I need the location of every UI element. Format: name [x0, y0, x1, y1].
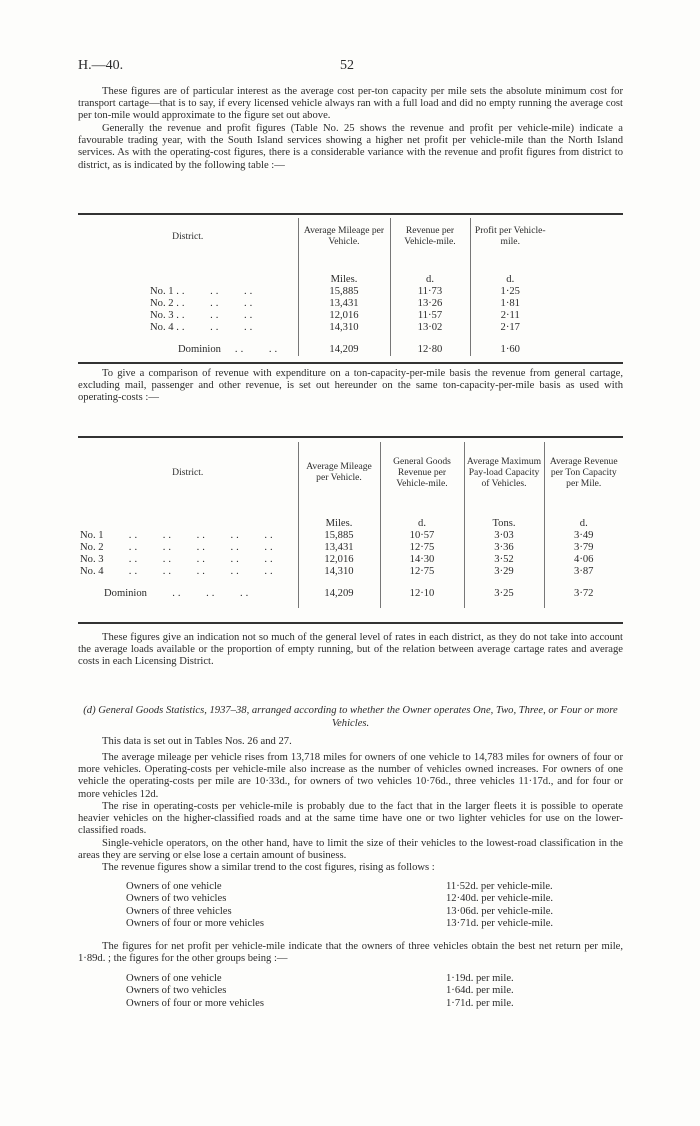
- cell-mileage: 15,885: [298, 530, 380, 542]
- paragraph-net-profit: The figures for net profit per vehicle-mile indicate that the owners of three vehicles obtain the best net return per mile, 1·89d. ; the figures for the other groups being :—: [78, 941, 623, 965]
- paragraph-revenue-profit: Generally the revenue and profit figures (Table No. 25 shows the revenue and profit per vehicle-mile) indicate a favourable trading year, with the South Island services showing a higher net profit per vehicle-mile than the North Island services. As with the operating-cost figures, there is a considerable variance with the revenue and profit figures from district to district, as is indicated by the following table :—: [78, 123, 623, 171]
- list-item-label: Owners of one vehicle: [126, 881, 222, 892]
- list-item-value: 1·71d. per mile.: [446, 997, 514, 1009]
- list-item-value: 12·40d. per vehicle-mile.: [446, 893, 554, 905]
- table2-header-row: [78, 442, 623, 502]
- table-row: No. 4 .. .. .. .. .. 14,310 12·75 3·29 3·87: [78, 566, 623, 578]
- profit-list: [126, 973, 596, 1010]
- page-number: 52: [340, 58, 354, 73]
- cell-revenue: 12·80: [390, 344, 470, 356]
- paragraph-comparison: To give a comparison of revenue with expenditure on a ton-capacity-per-mile basis the revenue from general cartage, excluding mail, passenger and other revenue, is set out hereunder on the same ton-capacity-per-mile basis as used with operating-costs :—: [78, 368, 623, 404]
- district-name: No. 2: [80, 542, 104, 553]
- table2-unit-d: d.: [380, 518, 464, 530]
- cell-profit: 2·17: [470, 322, 550, 334]
- table1-unit-d: d.: [390, 274, 470, 286]
- total-label: Dominion: [178, 344, 221, 355]
- list-item: [126, 906, 596, 918]
- cell-capacity: 3·03: [464, 530, 544, 542]
- table-row: No. 1 .. .. .. 15,885 11·73 1·25: [78, 286, 623, 298]
- cell-revenue: 13·02: [390, 322, 470, 334]
- table2-header-revenue: General Goods Revenue per Vehicle-mile.: [380, 442, 464, 502]
- section-heading-d: (d) General Goods Statistics, 1937–38, arranged according to whether the Owner operates One, Two, Three, or Four or more Vehicles.: [83, 705, 618, 729]
- table1-unit-d: d.: [470, 274, 550, 286]
- table-revenue-profit: [78, 218, 623, 356]
- list-item-label: Owners of four or more vehicles: [126, 917, 264, 929]
- list-item-value: 13·06d. per vehicle-mile.: [446, 905, 554, 917]
- list-item-value: 13·71d. per vehicle-mile.: [446, 917, 554, 929]
- table2-total-row: Dominion .. .. .. 14,209 12·10 3·25 3·72: [78, 588, 623, 600]
- cell-profit: 1·81: [470, 298, 550, 310]
- paragraph-average-mileage: The average mileage per vehicle rises from 13,718 miles for owners of one vehicle to 14,783 miles for owners of four or more vehicles. Operating-costs per vehicle-mile also increase as the number of vehicles owned increases. For owners of one vehicle the operating-costs per mile are 10·33d., for owners of two vehicles 10·76d., three vehicles 11·17d., and for four or more vehicles 12d.: [78, 752, 623, 800]
- cell-mileage: 12,016: [298, 554, 380, 566]
- list-item-label: Owners of three vehicles: [126, 905, 232, 917]
- cell-mileage: 15,885: [298, 286, 390, 298]
- cell-mileage: 12,016: [298, 310, 390, 322]
- list-item-value: 1·19d. per mile.: [446, 973, 514, 984]
- table2-unit-tons: Tons.: [464, 518, 544, 530]
- table1-top-rule: [78, 213, 623, 215]
- table2-units-row: [78, 518, 623, 530]
- paragraph-cost-per-ton: These figures are of particular interest as the average cost per-ton capacity per mile sets the absolute minimum cost for transport cartage—that is to say, if every licensed vehicle always ran with a full load and did no empty running the average cost per ton-mile would approximate to the figure set out above.: [78, 86, 623, 122]
- list-item: [126, 893, 596, 905]
- cell-revenue: 12·75: [380, 566, 464, 578]
- cell-revenue-per-ton: 3·79: [544, 542, 623, 554]
- table1-units-row: [78, 274, 623, 286]
- paragraph-tables-reference: This data is set out in Tables Nos. 26 and 27.: [102, 736, 292, 747]
- cell-revenue-per-ton: 3·87: [544, 566, 623, 578]
- table-row: No. 2 .. .. .. .. .. 13,431 12·75 3·36 3·79: [78, 542, 623, 554]
- list-item-label: Owners of four or more vehicles: [126, 997, 264, 1009]
- cell-revenue-per-ton: 3·49: [544, 530, 623, 542]
- cell-mileage: 14,209: [298, 588, 380, 600]
- list-item-value: 11·52d. per vehicle-mile.: [446, 881, 553, 892]
- table2-top-rule: [78, 436, 623, 438]
- list-item: [126, 918, 596, 930]
- cell-capacity: 3·25: [464, 588, 544, 600]
- table2-header-district: District.: [172, 466, 204, 478]
- cell-profit: 2·11: [470, 310, 550, 322]
- cell-revenue: 14·30: [380, 554, 464, 566]
- list-item: [126, 973, 596, 985]
- cell-revenue: 12·75: [380, 542, 464, 554]
- district-name: No. 1: [80, 530, 104, 541]
- cell-mileage: 13,431: [298, 542, 380, 554]
- paragraph-operating-costs-rise: The rise in operating-costs per vehicle-mile is probably due to the fact that in the larger fleets it is possible to operate heavier vehicles on the higher-classified roads and at the same time have one or two lighter vehicles for use on the lower-classified roads.: [78, 801, 623, 837]
- list-item-value: 1·64d. per mile.: [446, 985, 514, 997]
- table2-header-revenue-per-ton: Average Revenue per Ton Capacity per Mile.: [544, 442, 623, 502]
- cell-mileage: 14,310: [298, 566, 380, 578]
- table1-header-row: [78, 218, 623, 254]
- cell-capacity: 3·36: [464, 542, 544, 554]
- cell-mileage: 14,209: [298, 344, 390, 356]
- table-row: No. 1 .. .. .. .. .. 15,885 10·57 3·03 3·49: [78, 530, 623, 542]
- cell-mileage: 13,431: [298, 298, 390, 310]
- district-name: No. 3: [150, 310, 174, 321]
- table-row: No. 4 .. .. .. 14,310 13·02 2·17: [78, 322, 623, 334]
- table1-unit-miles: Miles.: [298, 274, 390, 286]
- table1-header-revenue: Revenue per Vehicle-mile.: [390, 218, 470, 254]
- list-item: [126, 881, 596, 893]
- total-label: Dominion: [104, 588, 147, 599]
- table2-bottom-rule: [78, 622, 623, 624]
- table2-unit-d: d.: [544, 518, 623, 530]
- table1-header-mileage: Average Mileage per Vehicle.: [298, 218, 390, 254]
- table1-header-district: District.: [172, 230, 204, 242]
- cell-revenue: 12·10: [380, 588, 464, 600]
- table1-header-profit: Profit per Vehicle-mile.: [470, 218, 550, 254]
- revenue-list: [126, 881, 596, 930]
- table1-bottom-rule: [78, 362, 623, 364]
- district-name: No. 4: [80, 566, 104, 577]
- table-row: No. 3 .. .. .. .. .. 12,016 14·30 3·52 4·06: [78, 554, 623, 566]
- list-item: [126, 985, 596, 997]
- cell-profit: 1·60: [470, 344, 550, 356]
- cell-profit: 1·25: [470, 286, 550, 298]
- table2-unit-miles: Miles.: [298, 518, 380, 530]
- table1-total-row: Dominion .. .. 14,209 12·80 1·60: [78, 344, 623, 356]
- paragraph-single-vehicle: Single-vehicle operators, on the other hand, have to limit the size of their vehicles to the lowest-road classification in the areas they are serving or else lose a certain amount of business.: [78, 838, 623, 862]
- table2-header-capacity: Average Maximum Pay-load Capacity of Vehicles.: [464, 442, 544, 502]
- district-name: No. 1: [150, 286, 174, 297]
- table-row: No. 3 .. .. .. 12,016 11·57 2·11: [78, 310, 623, 322]
- district-name: No. 2: [150, 298, 174, 309]
- paragraph-rates-indication: These figures give an indication not so much of the general level of rates in each district, as they do not take into account the average loads available or the proportion of empty running, but of the relation between average cartage rates and average costs in each Licensing District.: [78, 632, 623, 668]
- district-name: No. 3: [80, 554, 104, 565]
- cell-revenue-per-ton: 3·72: [544, 588, 623, 600]
- list-item: [126, 998, 596, 1010]
- document-code: H.—40.: [78, 58, 124, 73]
- table2-header-mileage: Average Mileage per Vehicle.: [298, 442, 380, 502]
- table-row: No. 2 .. .. .. 13,431 13·26 1·81: [78, 298, 623, 310]
- cell-revenue: 13·26: [390, 298, 470, 310]
- cell-revenue: 10·57: [380, 530, 464, 542]
- list-item-label: Owners of one vehicle: [126, 973, 222, 984]
- cell-revenue: 11·73: [390, 286, 470, 298]
- cell-revenue-per-ton: 4·06: [544, 554, 623, 566]
- list-item-label: Owners of two vehicles: [126, 985, 227, 997]
- cell-capacity: 3·29: [464, 566, 544, 578]
- cell-mileage: 14,310: [298, 322, 390, 334]
- cell-revenue: 11·57: [390, 310, 470, 322]
- table-revenue-per-ton: [78, 442, 623, 608]
- cell-capacity: 3·52: [464, 554, 544, 566]
- district-name: No. 4: [150, 322, 174, 333]
- list-item-label: Owners of two vehicles: [126, 893, 227, 905]
- paragraph-revenue-trend: The revenue figures show a similar trend to the cost figures, rising as follows :: [102, 862, 435, 873]
